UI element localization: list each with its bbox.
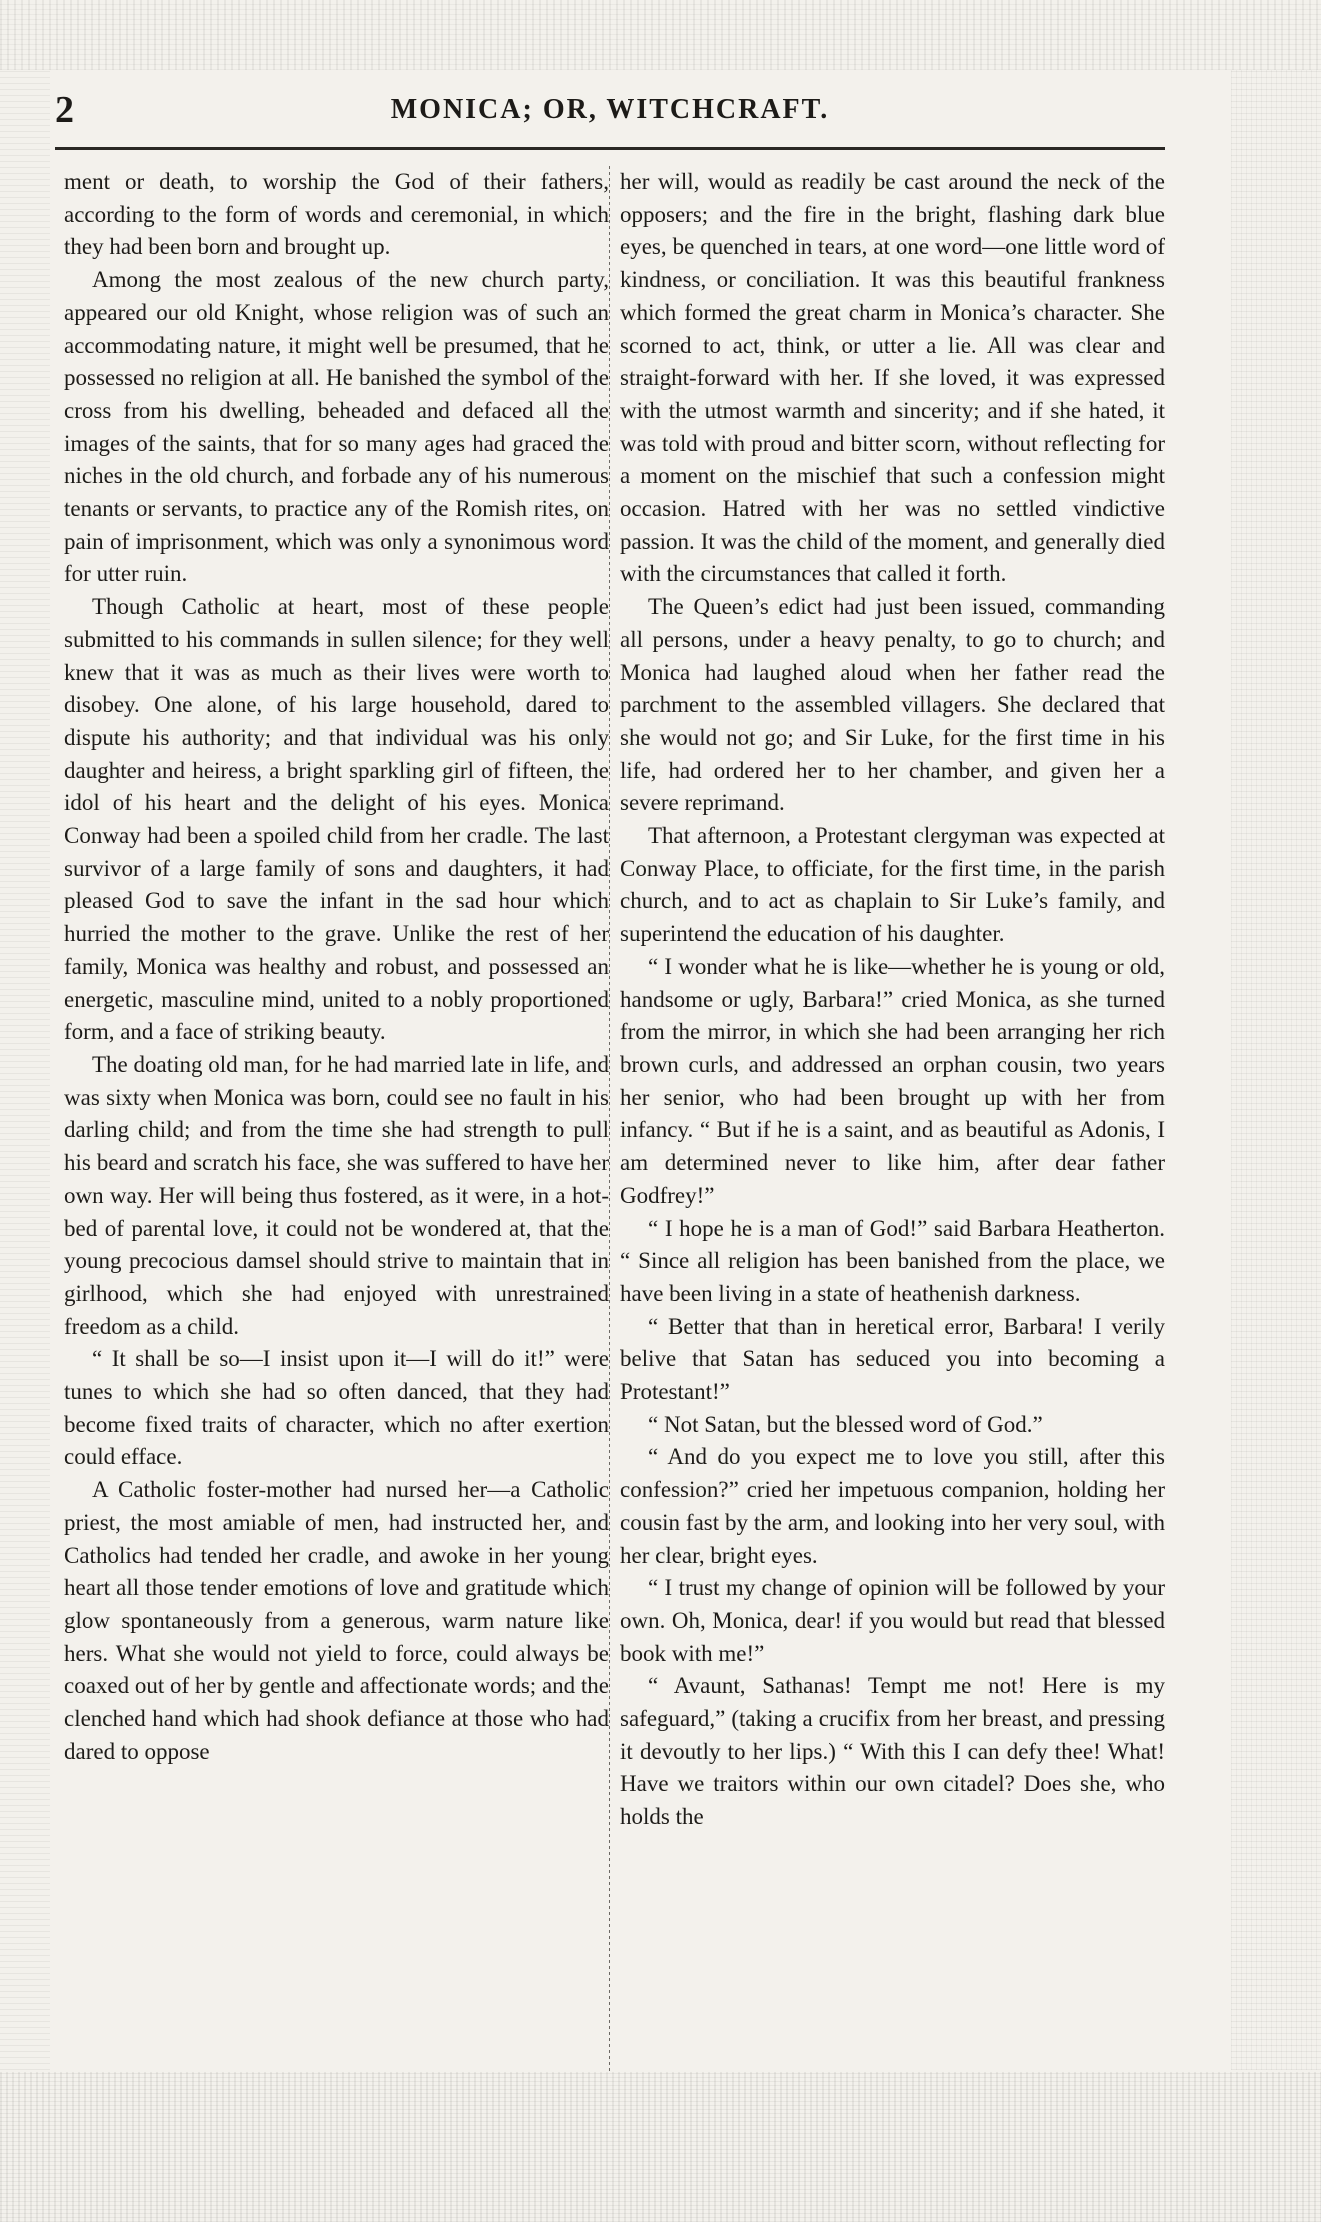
page-number: 2 <box>55 89 74 131</box>
page-header <box>55 88 1165 138</box>
paragraph: Though Catholic at heart, most of these people submitted to his commands in sullen silence; for they well knew that it was as much as their lives were worth to disobey. One alone, of his large household, dared to dispute his authority; and that individual was his only daughter and heiress, a bright sparkling girl of fifteen, the idol of his heart and the delight of his eyes. Monica Conway had been a spoiled child from her cradle. The last survivor of a large family of sons and daughters, it had pleased God to save the infant in the sad hour which hurried the mother to the grave. Unlike the rest of her family, Monica was healthy and robust, and possessed an energetic, masculine mind, united to a nobly proportioned form, and a face of striking beauty. <box>64 594 609 1045</box>
column-divider <box>609 166 610 2071</box>
running-title: MONICA; OR, WITCHCRAFT. <box>390 94 830 125</box>
paragraph: “ Not Satan, but the blessed word of God.” <box>648 1411 1043 1437</box>
print-noise-top <box>0 0 1321 70</box>
paragraph: her will, would as readily be cast around the neck of the opposers; and the fire in the bright, flashing dark blue eyes, be quenched in tears, at one word—one little word of kindness, or conciliation. It was this beautiful frankness which formed the great charm in Monica’s character. She scorned to act, think, or utter a lie. All was clear and straight-forward with her. If she loved, it was expressed with the utmost warmth and sincerity; and if she hated, it was told with proud and bitter scorn, without reflecting for a moment on the mischief that such a confession might occasion. Hatred with her was no settled vindictive passion. It was the child of the moment, and generally died with the circumstances that called it forth. <box>620 169 1165 587</box>
paragraph: The Queen’s edict had just been issued, commanding all persons, under a heavy penalty, to go to church; and Monica had laughed aloud when her father read the parchment to the assembled villagers. She declared that she would not go; and Sir Luke, for the first time in his life, had ordered her to her chamber, and given her a severe reprimand. <box>620 594 1165 816</box>
paragraph: “ It shall be so—I insist upon it—I will do it!” were tunes to which she had so often danced, that they had become fixed traits of character, which no after exertion could efface. <box>64 1346 609 1470</box>
paragraph: “ I wonder what he is like—whether he is young or old, handsome or ugly, Barbara!” cried Monica, as she turned from the mirror, in which she had been arranging her rich brown curls, and addressed an orphan cousin, two years her senior, who had been brought up with her from infancy. “ But if he is a saint, and as beautiful as Adonis, I am determined never to like him, after dear father Godfrey!” <box>620 953 1165 1208</box>
paragraph: A Catholic foster-mother had nursed her—a Catholic priest, the most amiable of men, had instructed her, and Catholics had tended her cradle, and awoke in her young heart all those tender emotions of love and gratitude which glow spontaneously from a generous, warm nature like hers. What she would not yield to force, could always be coaxed out of her by gentle and affectionate words; and the clenched hand which had shook defiance at those who had dared to oppose <box>64 1477 609 1764</box>
paragraph: That afternoon, a Protestant clergyman was expected at Conway Place, to officiate, for the first time, in the parish church, and to act as chaplain to Sir Luke’s family, and superintend the education of his daughter. <box>620 823 1165 947</box>
paragraph: “ I hope he is a man of God!” said Barbara Heatherton. “ Since all religion has been banished from the place, we have been living in a state of heathenish darkness. <box>620 1215 1165 1306</box>
paragraph: Among the most zealous of the new church party, appeared our old Knight, whose religion was of such an accommodating nature, it might well be presumed, that he possessed no religion at all. He banished the symbol of the cross from his dwelling, beheaded and defaced all the images of the saints, that for so many ages had graced the niches in the old church, and forbade any of his numerous tenants or servants, to practice any of the Romish rites, on pain of imprisonment, which was only a synonimous word for utter ruin. <box>64 267 609 587</box>
print-noise-bottom <box>0 2072 1321 2222</box>
paragraph: “ I trust my change of opinion will be followed by your own. Oh, Monica, dear! if you would but read that blessed book with me!” <box>620 1575 1165 1666</box>
left-column <box>64 166 609 2076</box>
paragraph: “ Avaunt, Sathanas! Tempt me not! Here is my safeguard,” (taking a crucifix from her breast, and pressing it devoutly to her lips.) “ With this I can defy thee! What! Have we traitors within our own citadel? Does she, who holds the <box>620 1673 1165 1830</box>
print-noise-left <box>0 70 50 2070</box>
right-column <box>620 166 1165 2076</box>
paragraph: The doating old man, for he had married late in life, and was sixty when Monica was born, could see no fault in his darling child; and from the time she had strength to pull his beard and scratch his face, she was suffered to have her own way. Her will being thus fostered, as it were, in a hot-bed of parental love, it could not be wondered at, that the young precocious damsel should strive to maintain that in girlhood, which she had enjoyed with unrestrained freedom as a child. <box>64 1051 609 1339</box>
paragraph: “ And do you expect me to love you still, after this confession?” cried her impetuous companion, holding her cousin fast by the arm, and looking into her very soul, with her clear, bright eyes. <box>620 1444 1165 1568</box>
paragraph: “ Better that than in heretical error, Barbara! I verily belive that Satan has seduced you into becoming a Protestant!” <box>620 1313 1165 1405</box>
paragraph: ment or death, to worship the God of their fathers, according to the form of words and ceremonial, in which they had been born and brought up. <box>64 169 609 260</box>
header-rule <box>55 147 1165 150</box>
print-noise-right <box>1231 70 1321 2070</box>
